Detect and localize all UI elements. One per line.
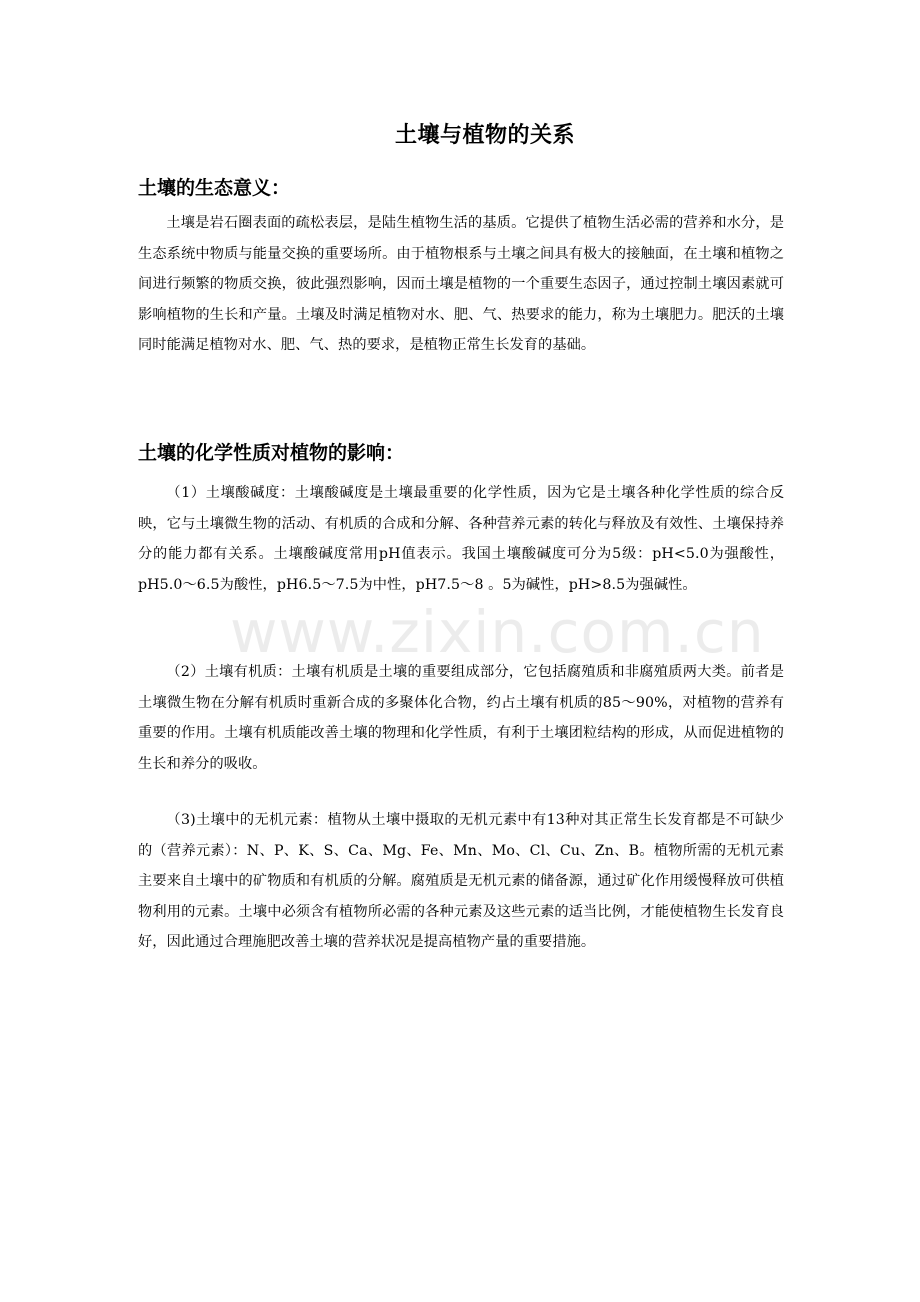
section-heading-ecological-significance: 土壤的生态意义： [138,177,291,199]
section-heading-chemical-properties: 土壤的化学性质对植物的影响： [138,442,405,464]
watermark: www.zixin.com.cn [230,598,765,666]
paragraph-inorganic-elements: （3)土壤中的无机元素：植物从土壤中摄取的无机元素中有13种对其正常生长发育都是不可缺少的（营养元素）：N、P、K、S、Ca、Mg、Fe、Mn、Mo、Cl、Cu、Zn、B。植物所需的无机元素主要来自土壤中的矿物质和有机质的分解。腐殖质是无机元素的储备源，通过矿化作用缓慢释放可供植物利用的元素。土壤中必须含有植物所必需的各种元素及这些元素的适当比例，才能使植物生长发育良好，因此通过合理施肥改善土壤的营养状况是提高植物产量的重要措施。 [138,812,784,950]
document-title: 土壤与植物的关系 [394,123,575,148]
paragraph-ecological-significance: 土壤是岩石圈表面的疏松表层，是陆生植物生活的基质。它提供了植物生活必需的营养和水分，是生态系统中物质与能量交换的重要场所。由于植物根系与土壤之间具有极大的接触面，在土壤和植物之间进行频繁的物质交换，彼此强烈影响，因而土壤是植物的一个重要生态因子，通过控制土壤因素就可影响植物的生长和产量。土壤及时满足植物对水、肥、气、热要求的能力，称为土壤肥力。肥沃的土壤同时能满足植物对水、肥、气、热的要求，是植物正常生长发育的基础。 [138,215,784,353]
paragraph-soil-organic-matter: （2）土壤有机质：土壤有机质是土壤的重要组成部分，它包括腐殖质和非腐殖质两大类。前者是土壤微生物在分解有机质时重新合成的多聚体化合物，约占土壤有机质的85～90%，对植物的营养有重要的作用。土壤有机质能改善土壤的物理和化学性质，有利于土壤团粒结构的形成，从而促进植物的生长和养分的吸收。 [138,664,784,772]
paragraph-soil-acidity: （1）土壤酸碱度：土壤酸碱度是土壤最重要的化学性质，因为它是土壤各种化学性质的综合反映，它与土壤微生物的活动、有机质的合成和分解、各种营养元素的转化与释放及有效性、土壤保持养分的能力都有关系。土壤酸碱度常用pH值表示。我国土壤酸碱度可分为5级：pH<5.0为强酸性，pH5.0～6.5为酸性，pH6.5～7.5为中性，pH7.5～8 。5为碱性，pH>8.5为强碱性。 [138,485,784,593]
